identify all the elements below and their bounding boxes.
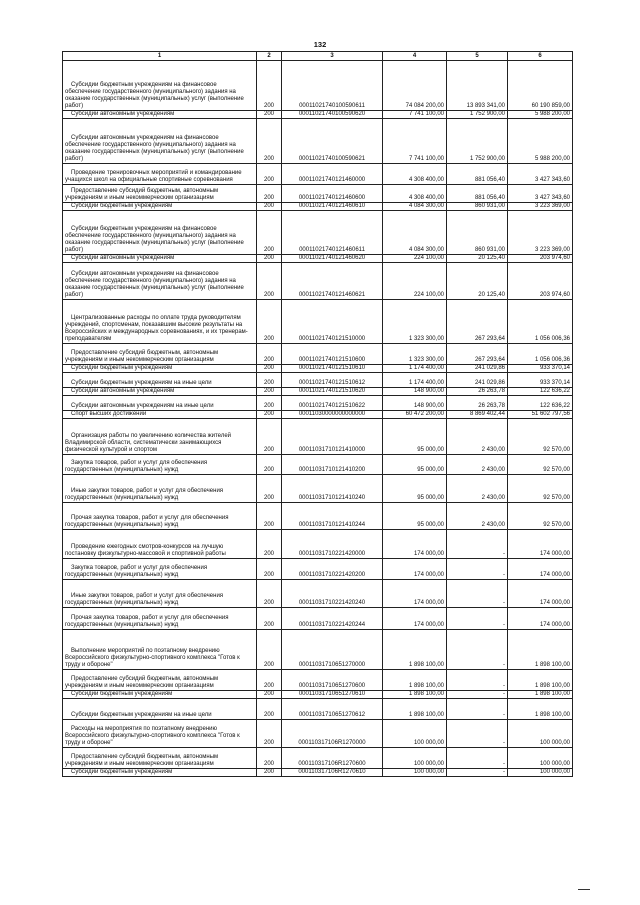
row-name-cell xyxy=(63,699,257,720)
row-remaining-cell: 203 974,60 xyxy=(508,255,573,263)
table-row xyxy=(63,211,573,255)
row-name-cell xyxy=(63,344,257,365)
row-code-cell: 00011031710121410200 xyxy=(282,455,383,475)
row-plan-cell: 100 000,00 xyxy=(383,769,447,777)
row-code-cell: 00011021740121460621 xyxy=(282,263,383,300)
row-kod-cell: 200 xyxy=(257,530,282,559)
row-code-cell: 00011021740121510612 xyxy=(282,373,383,388)
row-code-cell: 00011021740121510000 xyxy=(282,300,383,344)
row-name-text: Субсидии бюджетным учреждениям на финансовое обеспечение государственного (муниципального) задания на оказание государственных (муниципальных) услуг (выполнение работ) xyxy=(65,226,244,253)
row-name-cell xyxy=(63,748,257,769)
row-plan-cell: 100 000,00 xyxy=(383,720,447,748)
row-code-cell: 00011031710651270600 xyxy=(282,670,383,691)
table-row xyxy=(63,388,573,396)
row-code-cell: 00011021740121510600 xyxy=(282,344,383,365)
row-plan-cell: 95 000,00 xyxy=(383,455,447,475)
row-remaining-cell: 3 427 343,60 xyxy=(508,185,573,203)
row-plan-cell: 174 000,00 xyxy=(383,608,447,630)
table-row xyxy=(63,344,573,365)
row-executed-cell: 860 931,00 xyxy=(447,211,508,255)
row-remaining-cell: 933 370,14 xyxy=(508,365,573,373)
row-code-cell: 00011021740121510622 xyxy=(282,396,383,411)
row-name-text: Субсидии автономным учреждениям xyxy=(71,388,175,394)
row-plan-cell: 1 898 100,00 xyxy=(383,630,447,670)
row-name-cell xyxy=(63,769,257,777)
table-row xyxy=(63,699,573,720)
row-executed-cell: 2 430,00 xyxy=(447,455,508,475)
column-header: 2 xyxy=(257,52,282,61)
row-code-cell: 00011031710651270000 xyxy=(282,630,383,670)
row-kod-cell: 200 xyxy=(257,111,282,119)
row-executed-cell: 26 263,78 xyxy=(447,388,508,396)
row-code-cell: 000110317106R1270000 xyxy=(282,720,383,748)
row-plan-cell: 60 472 200,00 xyxy=(383,411,447,419)
row-name-text: Субсидии бюджетным учреждениям на иные цели xyxy=(71,380,212,386)
row-name-cell xyxy=(63,530,257,559)
row-name-cell xyxy=(63,203,257,211)
table-row xyxy=(63,748,573,769)
row-name-text: Выполнение мероприятий по поэтапному внедрению Всероссийского физкультурно-спортивного комплекса "Готов к труду и обороне" xyxy=(65,648,240,668)
row-name-text: Субсидии автономным учреждениям на иные цели xyxy=(71,403,214,409)
row-executed-cell: 1 752 900,00 xyxy=(447,119,508,164)
table-row xyxy=(63,720,573,748)
row-remaining-cell: 122 636,22 xyxy=(508,388,573,396)
row-remaining-cell: 1 056 006,36 xyxy=(508,344,573,365)
row-name-cell xyxy=(63,411,257,419)
row-code-cell: 00011021740100590611 xyxy=(282,61,383,111)
column-header: 3 xyxy=(282,52,383,61)
row-code-cell: 00011021740121460000 xyxy=(282,164,383,185)
row-plan-cell: 174 000,00 xyxy=(383,530,447,559)
row-kod-cell: 200 xyxy=(257,211,282,255)
row-code-cell: 00011021740100590620 xyxy=(282,111,383,119)
row-code-cell: 00011031710221420200 xyxy=(282,559,383,580)
row-kod-cell: 200 xyxy=(257,455,282,475)
row-kod-cell: 200 xyxy=(257,396,282,411)
row-remaining-cell: 92 570,00 xyxy=(508,503,573,530)
row-remaining-cell: 60 190 859,00 xyxy=(508,61,573,111)
column-header: 5 xyxy=(447,52,508,61)
row-executed-cell: 267 293,64 xyxy=(447,300,508,344)
row-name-text: Иные закупки товаров, работ и услуг для обеспечения государственных (муниципальных) нужд xyxy=(65,593,224,606)
row-name-cell xyxy=(63,300,257,344)
column-header: 6 xyxy=(508,52,573,61)
row-kod-cell: 200 xyxy=(257,255,282,263)
row-remaining-cell: 1 056 006,36 xyxy=(508,300,573,344)
row-executed-cell: 860 931,00 xyxy=(447,203,508,211)
row-kod-cell: 200 xyxy=(257,769,282,777)
table-row xyxy=(63,396,573,411)
table-row xyxy=(63,580,573,608)
row-name-text: Субсидии автономным учреждениям на финансовое обеспечение государственного (муниципального) задания на оказание государственных (муниципальных) услуг (выполнение работ) xyxy=(65,271,244,298)
row-code-cell: 00011031710221420244 xyxy=(282,608,383,630)
row-name-cell xyxy=(63,630,257,670)
row-plan-cell: 148 900,00 xyxy=(383,388,447,396)
row-name-cell xyxy=(63,670,257,691)
table-row xyxy=(63,111,573,119)
row-code-cell: 000110317106R1270600 xyxy=(282,748,383,769)
row-name-cell xyxy=(63,580,257,608)
row-name-text: Расходы на мероприятия по поэтапному внедрению Всероссийского физкультурно-спортивного комплекса "Готов к труду и обороне" xyxy=(65,726,240,746)
table-row xyxy=(63,255,573,263)
row-name-cell xyxy=(63,185,257,203)
row-code-cell: 00011031710121410240 xyxy=(282,475,383,503)
row-kod-cell: 200 xyxy=(257,670,282,691)
row-code-cell: 00011031710121410244 xyxy=(282,503,383,530)
row-name-cell xyxy=(63,61,257,111)
table-body xyxy=(63,61,573,777)
row-executed-cell: 1 752 900,00 xyxy=(447,111,508,119)
row-name-text: Централизованные расходы по оплате труда руководителям учреждений, спортсменам, показавшим высокие результаты на Всероссийских и международных соревнованиях, и их тренерам-преподавателям xyxy=(65,315,248,342)
row-kod-cell: 200 xyxy=(257,691,282,699)
table-row xyxy=(63,119,573,164)
table-row xyxy=(63,373,573,388)
row-kod-cell: 200 xyxy=(257,344,282,365)
row-name-cell xyxy=(63,419,257,455)
row-plan-cell: 4 084 300,00 xyxy=(383,203,447,211)
row-remaining-cell: 1 898 100,00 xyxy=(508,691,573,699)
row-plan-cell: 1 174 400,00 xyxy=(383,365,447,373)
column-header: 1 xyxy=(63,52,257,61)
row-remaining-cell: 1 898 100,00 xyxy=(508,699,573,720)
row-remaining-cell: 100 000,00 xyxy=(508,720,573,748)
row-executed-cell: 2 430,00 xyxy=(447,503,508,530)
table-row xyxy=(63,630,573,670)
table-row xyxy=(63,365,573,373)
row-plan-cell: 1 174 400,00 xyxy=(383,373,447,388)
row-remaining-cell: 1 898 100,00 xyxy=(508,630,573,670)
row-name-text: Иные закупки товаров, работ и услуг для обеспечения государственных (муниципальных) нужд xyxy=(65,488,224,501)
row-name-cell xyxy=(63,475,257,503)
row-code-cell: 00011021740121510610 xyxy=(282,365,383,373)
row-name-cell xyxy=(63,388,257,396)
row-remaining-cell: 92 570,00 xyxy=(508,455,573,475)
row-plan-cell: 4 308 400,00 xyxy=(383,164,447,185)
row-name-text: Проведение тренировочных мероприятий и командирование учащихся школ на официальные спортивные соревнования xyxy=(65,170,242,183)
row-kod-cell: 200 xyxy=(257,61,282,111)
row-kod-cell: 200 xyxy=(257,203,282,211)
row-name-cell xyxy=(63,373,257,388)
row-code-cell: 00011031710221420240 xyxy=(282,580,383,608)
row-code-cell: 00011021740121460620 xyxy=(282,255,383,263)
row-remaining-cell: 1 898 100,00 xyxy=(508,670,573,691)
row-name-cell xyxy=(63,455,257,475)
row-kod-cell: 200 xyxy=(257,119,282,164)
row-remaining-cell: 3 427 343,60 xyxy=(508,164,573,185)
row-remaining-cell: 100 000,00 xyxy=(508,769,573,777)
row-executed-cell: 881 056,40 xyxy=(447,185,508,203)
row-name-text: Проведение ежегодных смотров-конкурсов на лучшую постановку физкультурно-массовой и спортивной работы xyxy=(65,544,226,557)
row-name-cell xyxy=(63,720,257,748)
row-executed-cell: - xyxy=(447,691,508,699)
row-kod-cell: 200 xyxy=(257,411,282,419)
row-executed-cell: - xyxy=(447,580,508,608)
row-code-cell: 00011021740121460600 xyxy=(282,185,383,203)
row-executed-cell: - xyxy=(447,608,508,630)
row-kod-cell: 200 xyxy=(257,419,282,455)
table-row xyxy=(63,263,573,300)
row-code-cell: 000110317106R1270610 xyxy=(282,769,383,777)
row-name-cell xyxy=(63,119,257,164)
row-name-text: Субсидии автономным учреждениям xyxy=(71,111,175,117)
table-row xyxy=(63,164,573,185)
row-remaining-cell: 92 570,00 xyxy=(508,419,573,455)
row-remaining-cell: 933 370,14 xyxy=(508,373,573,388)
row-plan-cell: 1 323 300,00 xyxy=(383,344,447,365)
row-code-cell: 00011021740121460610 xyxy=(282,203,383,211)
row-executed-cell: 267 293,64 xyxy=(447,344,508,365)
row-plan-cell: 174 000,00 xyxy=(383,580,447,608)
row-plan-cell: 7 741 100,00 xyxy=(383,111,447,119)
row-name-cell xyxy=(63,111,257,119)
row-code-cell: 00011030000000000000 xyxy=(282,411,383,419)
row-remaining-cell: 174 000,00 xyxy=(508,530,573,559)
row-name-text: Предоставление субсидий бюджетным, автономным учреждениям и иным некоммерческим организациям xyxy=(65,350,219,363)
row-plan-cell: 100 000,00 xyxy=(383,748,447,769)
row-remaining-cell: 5 988 200,00 xyxy=(508,119,573,164)
row-code-cell: 00011031710221420000 xyxy=(282,530,383,559)
row-executed-cell: 8 869 402,44 xyxy=(447,411,508,419)
row-name-text: Закупка товаров, работ и услуг для обеспечения государственных (муниципальных) нужд xyxy=(65,565,208,578)
row-remaining-cell: 203 974,60 xyxy=(508,263,573,300)
row-kod-cell: 200 xyxy=(257,748,282,769)
row-name-cell xyxy=(63,365,257,373)
row-remaining-cell: 51 602 797,56 xyxy=(508,411,573,419)
row-kod-cell: 200 xyxy=(257,503,282,530)
row-name-cell xyxy=(63,608,257,630)
row-executed-cell: 241 029,86 xyxy=(447,373,508,388)
row-name-text: Субсидии бюджетным учреждениям xyxy=(71,769,173,775)
table-row xyxy=(63,670,573,691)
row-plan-cell: 1 898 100,00 xyxy=(383,670,447,691)
row-name-cell xyxy=(63,691,257,699)
row-executed-cell: - xyxy=(447,720,508,748)
row-name-text: Организация работы по увеличению количества жителей Владимирской области, систематически занимающихся физической культурой и спортом xyxy=(65,433,232,453)
page-end-line xyxy=(578,889,590,890)
row-name-cell xyxy=(63,396,257,411)
row-executed-cell: 2 430,00 xyxy=(447,475,508,503)
row-plan-cell: 174 000,00 xyxy=(383,559,447,580)
row-executed-cell: - xyxy=(447,699,508,720)
row-name-cell xyxy=(63,211,257,255)
row-plan-cell: 4 084 300,00 xyxy=(383,211,447,255)
row-plan-cell: 7 741 100,00 xyxy=(383,119,447,164)
row-plan-cell: 1 898 100,00 xyxy=(383,699,447,720)
column-header: 4 xyxy=(383,52,447,61)
row-kod-cell: 200 xyxy=(257,365,282,373)
row-kod-cell: 200 xyxy=(257,559,282,580)
table-row xyxy=(63,608,573,630)
row-name-cell xyxy=(63,263,257,300)
row-name-text: Субсидии автономным учреждениям xyxy=(71,255,175,261)
row-plan-cell: 95 000,00 xyxy=(383,475,447,503)
table-header-row xyxy=(63,52,573,61)
table-row xyxy=(63,455,573,475)
row-name-cell xyxy=(63,255,257,263)
table-row xyxy=(63,691,573,699)
row-name-text: Предоставление субсидий бюджетным, автономным учреждениям и иным некоммерческим организациям xyxy=(65,754,219,767)
row-executed-cell: 20 125,40 xyxy=(447,255,508,263)
row-name-text: Субсидии бюджетным учреждениям на финансовое обеспечение государственного (муниципального) задания на оказание государственных (муниципальных) услуг (выполнение работ) xyxy=(65,82,244,109)
row-plan-cell: 95 000,00 xyxy=(383,503,447,530)
row-kod-cell: 200 xyxy=(257,608,282,630)
row-name-text: Предоставление субсидий бюджетным, автономным учреждениям и иным некоммерческим организациям xyxy=(65,676,219,689)
table-row xyxy=(63,559,573,580)
table-row xyxy=(63,203,573,211)
row-name-text: Субсидии бюджетным учреждениям на иные цели xyxy=(71,712,212,718)
row-executed-cell: 20 125,40 xyxy=(447,263,508,300)
row-executed-cell: 13 893 341,00 xyxy=(447,61,508,111)
row-plan-cell: 224 100,00 xyxy=(383,255,447,263)
row-remaining-cell: 174 000,00 xyxy=(508,559,573,580)
row-executed-cell: - xyxy=(447,530,508,559)
row-executed-cell: 881 056,40 xyxy=(447,164,508,185)
row-remaining-cell: 3 223 369,00 xyxy=(508,203,573,211)
row-kod-cell: 200 xyxy=(257,699,282,720)
row-remaining-cell: 174 000,00 xyxy=(508,608,573,630)
table-row xyxy=(63,185,573,203)
row-kod-cell: 200 xyxy=(257,164,282,185)
row-name-text: Субсидии бюджетным учреждениям xyxy=(71,203,173,209)
row-kod-cell: 200 xyxy=(257,630,282,670)
row-kod-cell: 200 xyxy=(257,388,282,396)
row-name-text: Спорт высших достижений xyxy=(71,411,147,417)
table-row xyxy=(63,419,573,455)
row-remaining-cell: 5 988 200,00 xyxy=(508,111,573,119)
row-executed-cell: - xyxy=(447,670,508,691)
table-row xyxy=(63,475,573,503)
row-plan-cell: 74 084 200,00 xyxy=(383,61,447,111)
table-row xyxy=(63,61,573,111)
row-name-cell xyxy=(63,164,257,185)
row-plan-cell: 1 323 300,00 xyxy=(383,300,447,344)
page-number: 132 xyxy=(313,40,327,49)
row-kod-cell: 200 xyxy=(257,720,282,748)
row-remaining-cell: 122 636,22 xyxy=(508,396,573,411)
row-executed-cell: 26 263,78 xyxy=(447,396,508,411)
row-name-text: Субсидии бюджетным учреждениям xyxy=(71,365,173,371)
table-row xyxy=(63,503,573,530)
row-executed-cell: 2 430,00 xyxy=(447,419,508,455)
row-code-cell: 00011031710651270610 xyxy=(282,691,383,699)
row-executed-cell: - xyxy=(447,630,508,670)
row-executed-cell: 241 029,86 xyxy=(447,365,508,373)
row-code-cell: 00011021740121460611 xyxy=(282,211,383,255)
row-executed-cell: - xyxy=(447,559,508,580)
row-code-cell: 00011031710121410000 xyxy=(282,419,383,455)
row-remaining-cell: 3 223 369,00 xyxy=(508,211,573,255)
row-code-cell: 00011021740100590621 xyxy=(282,119,383,164)
row-name-text: Предоставление субсидий бюджетным, автономным учреждениям и иным некоммерческим организациям xyxy=(65,188,219,201)
row-code-cell: 00011021740121510620 xyxy=(282,388,383,396)
table-row xyxy=(63,769,573,777)
row-remaining-cell: 174 000,00 xyxy=(508,580,573,608)
row-plan-cell: 95 000,00 xyxy=(383,419,447,455)
table-row xyxy=(63,530,573,559)
row-name-text: Субсидии автономным учреждениям на финансовое обеспечение государственного (муниципального) задания на оказание государственных (муниципальных) услуг (выполнение работ) xyxy=(65,135,244,162)
row-name-text: Субсидии бюджетным учреждениям xyxy=(71,691,173,697)
row-name-cell xyxy=(63,503,257,530)
row-kod-cell: 200 xyxy=(257,580,282,608)
row-kod-cell: 200 xyxy=(257,373,282,388)
row-name-cell xyxy=(63,559,257,580)
row-plan-cell: 148 900,00 xyxy=(383,396,447,411)
row-executed-cell: - xyxy=(447,748,508,769)
row-name-text: Прочая закупка товаров, работ и услуг для обеспечения государственных (муниципальных) нужд xyxy=(65,515,229,528)
table-row xyxy=(63,300,573,344)
row-remaining-cell: 92 570,00 xyxy=(508,475,573,503)
row-plan-cell: 1 898 100,00 xyxy=(383,691,447,699)
row-code-cell: 00011031710651270612 xyxy=(282,699,383,720)
row-kod-cell: 200 xyxy=(257,185,282,203)
budget-table xyxy=(62,51,573,777)
row-plan-cell: 4 308 400,00 xyxy=(383,185,447,203)
table-row xyxy=(63,411,573,419)
row-plan-cell: 224 100,00 xyxy=(383,263,447,300)
row-executed-cell: - xyxy=(447,769,508,777)
row-kod-cell: 200 xyxy=(257,300,282,344)
row-remaining-cell: 100 000,00 xyxy=(508,748,573,769)
row-name-text: Закупка товаров, работ и услуг для обеспечения государственных (муниципальных) нужд xyxy=(65,460,208,473)
row-name-text: Прочая закупка товаров, работ и услуг для обеспечения государственных (муниципальных) нужд xyxy=(65,615,229,628)
row-kod-cell: 200 xyxy=(257,263,282,300)
row-kod-cell: 200 xyxy=(257,475,282,503)
